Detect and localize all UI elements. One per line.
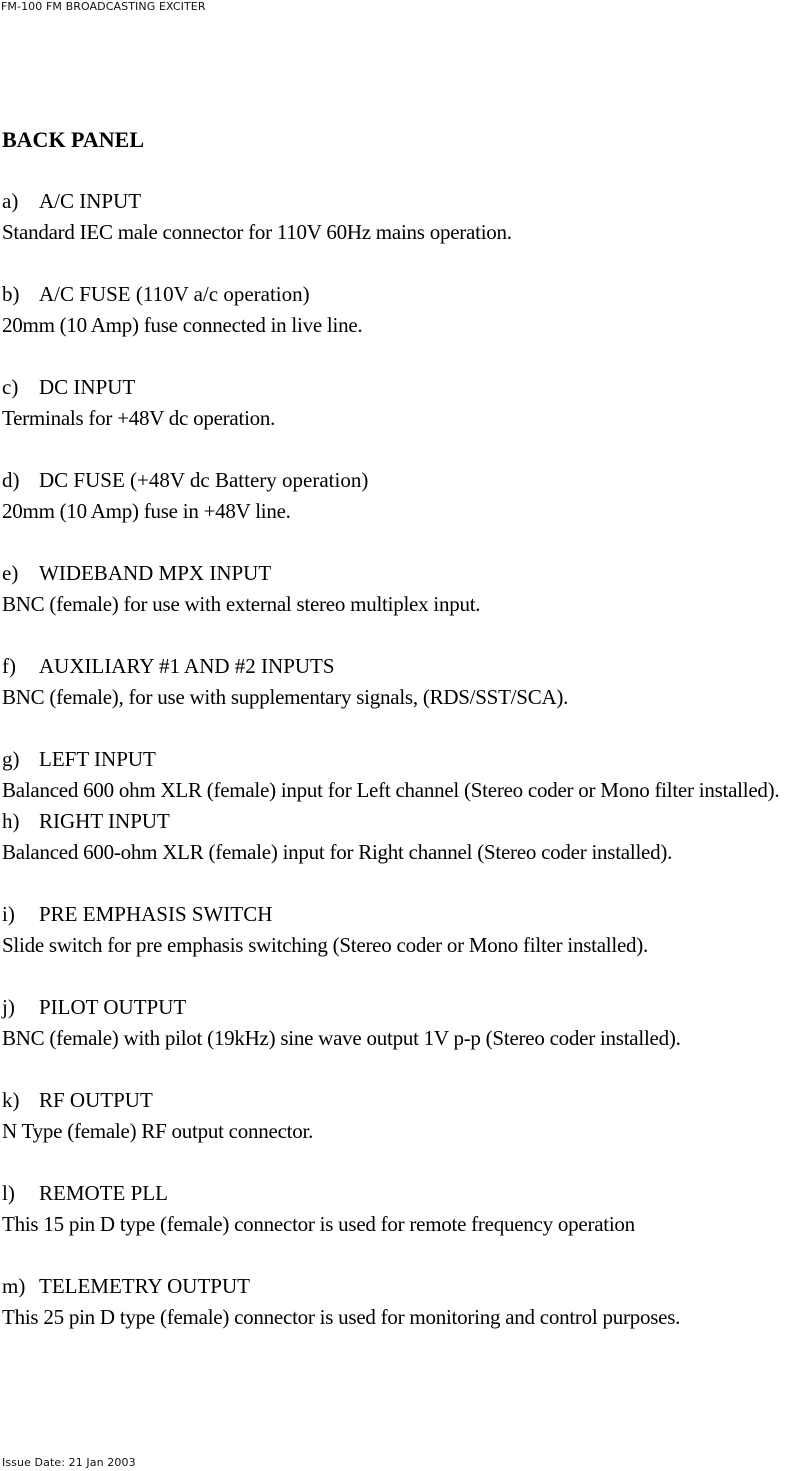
- item-heading: [2, 1271, 796, 1302]
- item-ac-input: [2, 186, 796, 248]
- item-pilot-output: [2, 992, 796, 1054]
- item-heading: [2, 1178, 796, 1209]
- section-title: BACK PANEL: [2, 127, 144, 152]
- item-name: REMOTE PLL: [39, 1181, 168, 1205]
- item-dc-fuse: [2, 465, 796, 527]
- item-pre-emphasis-switch: [2, 899, 796, 961]
- item-name: A/C INPUT: [39, 189, 142, 213]
- item-heading: [2, 558, 796, 589]
- item-heading: [2, 186, 796, 217]
- document-header: FM-100 FM BROADCASTING EXCITER: [1, 0, 206, 13]
- item-description: BNC (female) with pilot (19kHz) sine wave output 1V p-p (Stereo coder installed).: [2, 1026, 681, 1050]
- item-name: TELEMETRY OUTPUT: [39, 1274, 250, 1298]
- item-telemetry-output: [2, 1271, 796, 1333]
- item-label: g): [2, 747, 20, 771]
- item-description: Standard IEC male connector for 110V 60Hz mains operation.: [2, 220, 512, 244]
- item-ac-fuse: [2, 279, 796, 341]
- item-heading: [2, 279, 796, 310]
- item-name: DC FUSE (+48V dc Battery operation): [39, 468, 369, 492]
- item-heading: [2, 806, 796, 837]
- item-rf-output: [2, 1085, 796, 1147]
- item-description: This 15 pin D type (female) connector is used for remote frequency operation: [2, 1212, 635, 1236]
- item-heading: [2, 899, 796, 930]
- item-name: AUXILIARY #1 AND #2 INPUTS: [39, 654, 335, 678]
- item-label: h): [2, 809, 20, 833]
- item-heading: [2, 744, 796, 775]
- item-description: Balanced 600 ohm XLR (female) input for Left channel (Stereo coder or Mono filter installed).: [2, 778, 780, 802]
- item-heading: [2, 1085, 796, 1116]
- item-heading: [2, 992, 796, 1023]
- item-heading: [2, 372, 796, 403]
- item-heading: [2, 651, 796, 682]
- item-right-input: [2, 806, 796, 868]
- item-label: f): [2, 654, 16, 678]
- back-panel-item-list: [2, 186, 796, 1333]
- item-label: i): [2, 902, 15, 926]
- item-label: d): [2, 468, 20, 492]
- item-name: RF OUTPUT: [39, 1088, 153, 1112]
- item-name: LEFT INPUT: [39, 747, 156, 771]
- item-description: 20mm (10 Amp) fuse connected in live line.: [2, 313, 363, 337]
- item-wideband-mpx-input: [2, 558, 796, 620]
- item-description: This 25 pin D type (female) connector is used for monitoring and control purposes.: [2, 1305, 681, 1329]
- item-description: BNC (female), for use with supplementary signals, (RDS/SST/SCA).: [2, 685, 569, 709]
- item-label: e): [2, 561, 19, 585]
- item-description: N Type (female) RF output connector.: [2, 1119, 314, 1143]
- item-dc-input: [2, 372, 796, 434]
- item-label: a): [2, 189, 19, 213]
- item-description: Balanced 600-ohm XLR (female) input for Right channel (Stereo coder installed).: [2, 840, 673, 864]
- item-remote-pll: [2, 1178, 796, 1240]
- issue-date: Issue Date: 21 Jan 2003: [2, 1456, 136, 1469]
- item-description: Terminals for +48V dc operation.: [2, 406, 276, 430]
- item-description: Slide switch for pre emphasis switching (Stereo coder or Mono filter installed).: [2, 933, 649, 957]
- item-heading: [2, 465, 796, 496]
- item-name: PILOT OUTPUT: [39, 995, 187, 1019]
- item-auxiliary-inputs: [2, 651, 796, 713]
- item-name: A/C FUSE (110V a/c operation): [39, 282, 310, 306]
- item-name: WIDEBAND MPX INPUT: [39, 561, 272, 585]
- item-label: l): [2, 1181, 15, 1205]
- item-name: RIGHT INPUT: [39, 809, 170, 833]
- item-label: k): [2, 1088, 20, 1112]
- item-left-input: [2, 744, 796, 806]
- item-description: BNC (female) for use with external stereo multiplex input.: [2, 592, 481, 616]
- item-name: DC INPUT: [39, 375, 136, 399]
- item-label: j): [2, 995, 15, 1019]
- item-label: c): [2, 375, 19, 399]
- item-label: b): [2, 282, 20, 306]
- item-description: 20mm (10 Amp) fuse in +48V line.: [2, 499, 291, 523]
- item-label: m): [2, 1274, 26, 1298]
- item-name: PRE EMPHASIS SWITCH: [39, 902, 273, 926]
